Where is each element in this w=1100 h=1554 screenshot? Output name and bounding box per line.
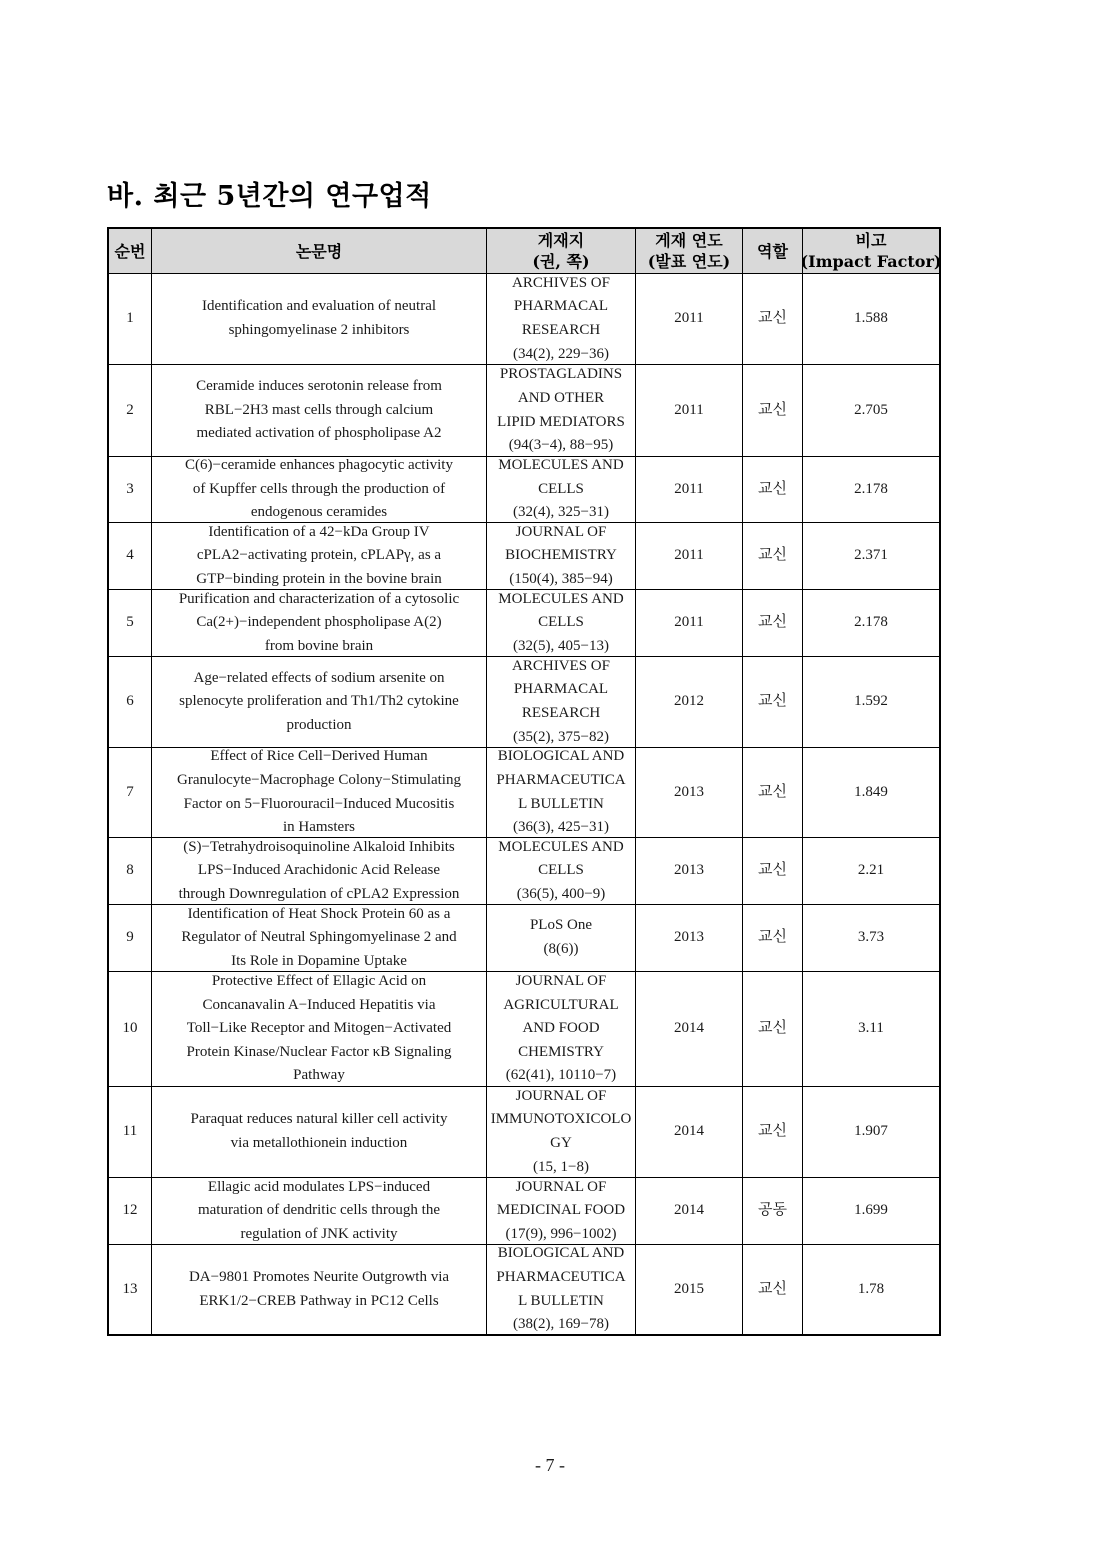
cell-role — [743, 1245, 803, 1334]
cell-number — [109, 1245, 152, 1334]
section-title: 바. 최근 5년간의 연구업적 — [107, 181, 432, 212]
cell-impact-factor-text: 1.849 — [854, 783, 888, 800]
table-row — [109, 590, 939, 657]
cell-number — [109, 748, 152, 837]
cell-number-text: 4 — [126, 547, 134, 564]
cell-title-text: Effect of Rice Cell−Derived Human Granulocyte−Macrophage Colony−Stimulating Factor on 5−Fluorouracil−Induced Mucositis in Hamsters — [177, 748, 461, 836]
cell-journal — [487, 1178, 636, 1244]
cell-journal — [487, 838, 636, 904]
cell-number-text: 1 — [126, 310, 134, 327]
cell-role — [743, 657, 803, 747]
header-role-label: 역할 — [757, 241, 788, 261]
cell-number-text: 5 — [126, 614, 134, 631]
cell-impact-factor — [803, 1245, 939, 1334]
cell-impact-factor-text: 2.178 — [854, 480, 888, 497]
cell-journal — [487, 590, 636, 656]
header-number-label: 순번 — [114, 241, 146, 261]
cell-impact-factor-text: 1.78 — [857, 1280, 885, 1297]
cell-year — [636, 457, 743, 522]
cell-title-text: Identification and evaluation of neutral sphingomyelinase 2 inhibitors — [201, 298, 437, 338]
cell-title — [152, 838, 487, 904]
cell-journal-text: MOLECULES AND CELLS (36(5), 400−9) — [498, 838, 624, 902]
cell-role — [743, 523, 803, 589]
cell-role — [743, 972, 803, 1086]
cell-year-text: 2012 — [674, 693, 704, 710]
cell-impact-factor — [803, 590, 939, 656]
cell-number-text: 2 — [126, 401, 134, 418]
table-row — [109, 748, 939, 838]
cell-number — [109, 905, 152, 971]
cell-title-text: C(6)−ceramide enhances phagocytic activity of Kupffer cells through the production of endogenous ceramides — [185, 457, 453, 521]
cell-impact-factor — [803, 1087, 939, 1177]
cell-title — [152, 590, 487, 656]
header-journal — [487, 229, 636, 273]
cell-journal — [487, 657, 636, 747]
cell-journal-text: ARCHIVES OF PHARMACAL RESEARCH (35(2), 375−82) — [512, 657, 610, 745]
cell-title-text: Identification of Heat Shock Protein 60 as a Regulator of Neutral Sphingomyelinase 2 and Its Role in Dopamine Uptake — [181, 905, 457, 969]
cell-journal-text: PLoS One (8(6)) — [529, 917, 593, 957]
cell-year — [636, 523, 743, 589]
cell-role — [743, 905, 803, 971]
cell-title-text: Ellagic acid modulates LPS−induced maturation of dendritic cells through the regulation of JNK activity — [197, 1178, 440, 1242]
cell-role-text: 교신 — [758, 1123, 787, 1140]
cell-title — [152, 972, 487, 1086]
cell-impact-factor — [803, 838, 939, 904]
cell-year-text: 2011 — [674, 401, 704, 418]
cell-year — [636, 590, 743, 656]
cell-impact-factor — [803, 972, 939, 1086]
cell-role-text: 교신 — [758, 693, 787, 710]
cell-role — [743, 274, 803, 364]
cell-year-text: 2014 — [674, 1202, 704, 1219]
cell-year — [636, 905, 743, 971]
table-row — [109, 1245, 939, 1334]
cell-title-text: (S)−Tetrahydroisoquinoline Alkaloid Inhibits LPS−Induced Arachidonic Acid Release through Downregulation of cPLA2 Expression — [178, 838, 460, 902]
cell-year — [636, 972, 743, 1086]
header-role — [743, 229, 803, 273]
cell-impact-factor — [803, 274, 939, 364]
cell-impact-factor — [803, 1178, 939, 1244]
cell-year — [636, 748, 743, 837]
cell-role-text: 교신 — [758, 614, 787, 631]
cell-impact-factor — [803, 905, 939, 971]
cell-number — [109, 457, 152, 522]
cell-journal — [487, 748, 636, 837]
cell-journal — [487, 365, 636, 456]
cell-year-text: 2014 — [674, 1020, 704, 1037]
cell-journal-text: BIOLOGICAL AND PHARMACEUTICA L BULLETIN (38(2), 169−78) — [496, 1245, 626, 1333]
cell-year — [636, 365, 743, 456]
cell-role — [743, 838, 803, 904]
table-row — [109, 365, 939, 457]
cell-journal-text: BIOLOGICAL AND PHARMACEUTICA L BULLETIN (36(3), 425−31) — [496, 748, 626, 836]
cell-number — [109, 590, 152, 656]
table-header-row — [109, 229, 942, 274]
header-title — [152, 229, 487, 273]
publications-table — [107, 227, 941, 1336]
cell-journal — [487, 457, 636, 522]
cell-journal-text: JOURNAL OF BIOCHEMISTRY (150(4), 385−94) — [505, 523, 617, 587]
table-row — [109, 523, 939, 590]
header-journal-label: 게재지 (권, 쪽) — [532, 231, 590, 271]
cell-year — [636, 1178, 743, 1244]
cell-impact-factor-text: 1.907 — [854, 1123, 888, 1140]
cell-role-text: 교신 — [758, 547, 787, 564]
cell-number-text: 10 — [122, 1020, 138, 1037]
cell-number-text: 7 — [126, 783, 134, 800]
cell-title — [152, 657, 487, 747]
cell-role-text: 교신 — [758, 480, 787, 497]
cell-impact-factor — [803, 457, 939, 522]
cell-impact-factor-text: 2.21 — [857, 862, 885, 879]
cell-role-text: 교신 — [758, 1280, 787, 1297]
cell-journal-text: JOURNAL OF MEDICINAL FOOD (17(9), 996−1002) — [496, 1178, 626, 1242]
cell-title — [152, 1245, 487, 1334]
cell-year — [636, 838, 743, 904]
cell-impact-factor-text: 2.178 — [854, 614, 888, 631]
cell-journal — [487, 523, 636, 589]
header-year — [636, 229, 743, 273]
cell-impact-factor-text: 1.588 — [854, 310, 888, 327]
cell-impact-factor — [803, 523, 939, 589]
cell-number — [109, 838, 152, 904]
cell-title-text: Purification and characterization of a cytosolic Ca(2+)−independent phospholipase A(2) from bovine brain — [178, 590, 460, 654]
cell-year-text: 2011 — [674, 547, 704, 564]
cell-year — [636, 1245, 743, 1334]
cell-title — [152, 457, 487, 522]
cell-journal — [487, 1087, 636, 1177]
table-row — [109, 838, 939, 905]
cell-title — [152, 1178, 487, 1244]
cell-role-text: 교신 — [758, 1020, 787, 1037]
cell-role — [743, 457, 803, 522]
cell-role — [743, 1178, 803, 1244]
cell-impact-factor-text: 1.699 — [854, 1202, 888, 1219]
cell-journal-text: MOLECULES AND CELLS (32(4), 325−31) — [498, 457, 624, 521]
cell-year-text: 2013 — [674, 862, 704, 879]
cell-journal — [487, 1245, 636, 1334]
cell-title — [152, 523, 487, 589]
cell-title — [152, 274, 487, 364]
cell-number-text: 11 — [122, 1123, 138, 1140]
cell-year-text: 2011 — [674, 614, 704, 631]
cell-journal-text: MOLECULES AND CELLS (32(5), 405−13) — [498, 590, 624, 654]
cell-journal-text: JOURNAL OF AGRICULTURAL AND FOOD CHEMISTRY (62(41), 10110−7) — [503, 973, 619, 1084]
cell-journal — [487, 905, 636, 971]
cell-number-text: 8 — [126, 862, 134, 879]
cell-journal-text: PROSTAGLADINS AND OTHER LIPID MEDIATORS (94(3−4), 88−95) — [497, 366, 625, 454]
cell-number — [109, 1087, 152, 1177]
cell-number — [109, 1178, 152, 1244]
cell-year-text: 2013 — [674, 929, 704, 946]
header-title-label: 논문명 — [295, 241, 343, 261]
cell-role-text: 교신 — [758, 783, 787, 800]
cell-journal — [487, 972, 636, 1086]
cell-year-text: 2015 — [674, 1280, 704, 1297]
table-row — [109, 1178, 939, 1245]
cell-title-text: Identification of a 42−kDa Group IV cPLA2−activating protein, cPLAPγ, as a GTP−binding protein in the bovine brain — [196, 523, 442, 587]
cell-year-text: 2014 — [674, 1123, 704, 1140]
cell-impact-factor-text: 3.11 — [858, 1020, 884, 1037]
cell-role-text: 교신 — [758, 862, 787, 879]
cell-journal — [487, 274, 636, 364]
cell-number-text: 9 — [126, 929, 134, 946]
cell-year — [636, 657, 743, 747]
cell-year-text: 2013 — [674, 783, 704, 800]
cell-impact-factor-text: 3.73 — [857, 929, 885, 946]
cell-impact-factor-text: 2.705 — [854, 401, 888, 418]
cell-number — [109, 274, 152, 364]
cell-title — [152, 905, 487, 971]
cell-journal-text: ARCHIVES OF PHARMACAL RESEARCH (34(2), 229−36) — [512, 274, 610, 362]
table-row — [109, 274, 939, 365]
cell-role-text: 교신 — [758, 929, 787, 946]
cell-impact-factor-text: 1.592 — [854, 693, 888, 710]
cell-title-text: DA−9801 Promotes Neurite Outgrowth via ERK1/2−CREB Pathway in PC12 Cells — [188, 1268, 450, 1309]
table-row — [109, 972, 939, 1087]
cell-role — [743, 365, 803, 456]
table-row — [109, 1087, 939, 1178]
header-year-label: 게재 연도 (발표 연도) — [647, 231, 731, 271]
cell-year — [636, 1087, 743, 1177]
cell-title-text: Paraquat reduces natural killer cell activity via metallothionein induction — [190, 1111, 448, 1151]
cell-year — [636, 274, 743, 364]
cell-number — [109, 365, 152, 456]
header-number — [109, 229, 152, 273]
cell-title — [152, 748, 487, 837]
cell-role-text: 교신 — [758, 310, 787, 327]
cell-impact-factor — [803, 748, 939, 837]
cell-number-text: 3 — [126, 480, 134, 497]
cell-number — [109, 523, 152, 589]
cell-number — [109, 972, 152, 1086]
cell-year-text: 2011 — [674, 310, 704, 327]
table-row — [109, 657, 939, 748]
cell-number — [109, 657, 152, 747]
table-row — [109, 457, 939, 523]
cell-number-text: 6 — [126, 693, 134, 710]
cell-journal-text: JOURNAL OF IMMUNOTOXICOLO GY (15, 1−8) — [490, 1087, 632, 1175]
cell-role-text: 공동 — [758, 1202, 787, 1219]
cell-role-text: 교신 — [758, 401, 787, 418]
header-note — [800, 229, 942, 273]
cell-title-text: Protective Effect of Ellagic Acid on Concanavalin A−Induced Hepatitis via Toll−Like Receptor and Mitogen−Activated Protein Kinase/Nuclear Factor κB Signaling Pathway — [186, 973, 452, 1084]
cell-role — [743, 590, 803, 656]
cell-title-text: Age−related effects of sodium arsenite on splenocyte proliferation and Th1/Th2 cytokine production — [179, 669, 459, 733]
cell-role — [743, 748, 803, 837]
table-row — [109, 905, 939, 972]
cell-title — [152, 1087, 487, 1177]
cell-impact-factor-text: 2.371 — [854, 547, 888, 564]
cell-year-text: 2011 — [674, 480, 704, 497]
cell-title-text: Ceramide induces serotonin release from RBL−2H3 mast cells through calcium mediated activation of phospholipase A2 — [196, 378, 442, 442]
header-note-label: 비고 (Impact Factor) — [800, 231, 942, 271]
cell-number-text: 12 — [122, 1202, 138, 1219]
cell-role — [743, 1087, 803, 1177]
cell-impact-factor — [803, 365, 939, 456]
cell-title — [152, 365, 487, 456]
page-number: - 7 - — [535, 1455, 565, 1475]
cell-number-text: 13 — [122, 1280, 138, 1297]
cell-impact-factor — [803, 657, 939, 747]
